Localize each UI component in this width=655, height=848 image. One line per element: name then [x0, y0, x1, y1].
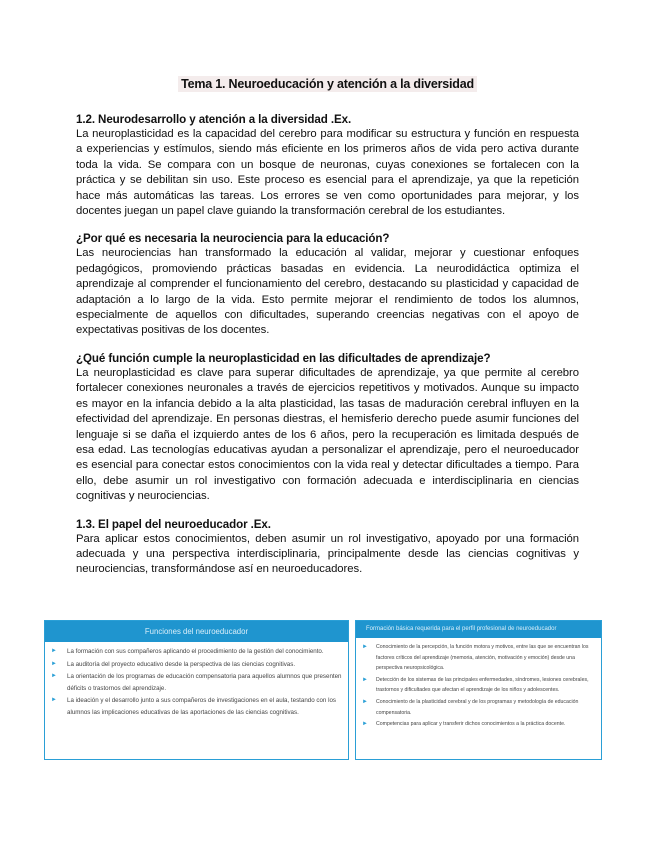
- section-heading: 1.2. Neurodesarrollo y atención a la diversidad .Ex.: [76, 113, 352, 126]
- section-neuroplasticidad-dificultades: [76, 351, 579, 505]
- functions-box: [44, 620, 349, 760]
- bullet-arrow-icon: ►: [51, 673, 57, 680]
- list-item-text: La orientación de los programas de educación compensatoria para aquellos alumnos que presenten déficits o trastornos del aprendizaje.: [67, 673, 342, 692]
- list-item-text: La formación con sus compañeros aplicando el procedimiento de la gestión del conocimiento.: [67, 648, 324, 655]
- list-item: [362, 675, 595, 696]
- section-body: Las neurociencias han transformado la educación al validar, mejorar y cuestionar enfoques pedagógicos, promoviendo prácticas basadas en evidencia. La neurodidáctica optimiza el aprendizaje al comprender el funcionamiento del cerebro, destacando su plasticidad y capacidad de adaptación a lo largo de la vida. Esto permite mejorar el rendimiento de todos los alumnos, especialmente de aquellos con dificultades, superando creencias negativas con el apoyo de expectativas positivas de los docentes.: [76, 247, 579, 337]
- bullet-arrow-icon: ►: [51, 660, 57, 667]
- document-page: [76, 75, 579, 578]
- list-item-text: La auditoría del proyecto educativo desde la perspectiva de las ciencias cognitivas.: [67, 660, 296, 668]
- list-item: [362, 719, 595, 730]
- document-title: Tema 1. Neuroeducación y atención a la diversidad: [178, 76, 477, 92]
- list-item-text: Conocimiento de la percepción, la función motora y motivos, entre las que se encuentran los factores críticos del aprendizaje (memoria, atención, motivación y emoción) desde una perspectiva neuropsicológica.: [376, 644, 589, 672]
- section-body: La neuroplasticidad es clave para superar dificultades de aprendizaje, ya que permite al cerebro fortalecer conexiones neuronales a través de ejercicios repetitivos y motivados. Aunque su impacto es mayor en la infancia debido a la alta plasticidad, las tasas de maduración cerebral influyen en la efectividad del aprendizaje. En personas diestras, el hemisferio derecho puede asumir funciones del lenguaje si se daña el izquierdo antes de los 6 años, pero la recuperación es limitada después de esa edad. Las tecnologías educativas ayudan a personalizar el aprendizaje, pero el neuroeducador es esencial para conectar estos conocimientos con la vida real y detectar dificultades a tiempo. Para ello, debe asumir un rol investigativo con formación adecuada e interdisciplinaria en ciencias cognitivas y neurociencias.: [76, 366, 579, 503]
- list-item-text: Conocimiento de la plasticidad cerebral y de los programas y metodología de educación compensatoria.: [376, 698, 579, 716]
- bullet-arrow-icon: ►: [362, 676, 368, 683]
- section-heading: 1.3. El papel del neuroeducador .Ex.: [76, 517, 271, 531]
- info-boxes: [44, 620, 601, 758]
- list-item: [51, 646, 342, 658]
- list-item: [51, 695, 342, 718]
- training-box: [355, 620, 602, 760]
- list-item-text: Competencias para aplicar y transferir dichos conocimientos a la práctica docente.: [376, 721, 566, 728]
- title-wrapper: [76, 75, 579, 93]
- bullet-arrow-icon: ►: [362, 698, 368, 705]
- training-list: [356, 638, 601, 730]
- section-body: Para aplicar estos conocimientos, deben asumir un rol investigativo, apoyado por una formación adecuada y una perspectiva interdisciplinaria, principalmente desde las ciencias cognitivas y neurociencias, transformándose así en neuroeducadores.: [76, 532, 579, 576]
- section-papel-neuroeducador: [76, 517, 579, 578]
- functions-list: [45, 642, 348, 719]
- bullet-arrow-icon: ►: [362, 721, 368, 728]
- section-neurodesarrollo: [76, 112, 579, 219]
- section-heading: ¿Por qué es necesaria la neurociencia para la educación?: [76, 232, 390, 246]
- list-item-text: La ideación y el desarrollo junto a sus compañeros de investigaciones en el aula, testando con los alumnos las implicaciones educativas de las aportaciones de las ciencias cognitivas.: [67, 697, 336, 716]
- list-item-text: Detección de los sistemas de las principales enfermedades, síndromes, lesiones cerebrales, trastornos y dificultades que afectan el aprendizaje de los niños y adolescentes.: [376, 676, 589, 694]
- list-item: [51, 659, 342, 671]
- section-body: La neuroplasticidad es la capacidad del cerebro para modificar su estructura y función en respuesta a experiencias y estímulos, siendo más eficiente en los primeros años de vida pero activa durante toda la vida. Se compara con un bosque de neuronas, cuyas conexiones se fortalecen con la práctica y se debilitan sin uso. Este proceso es esencial para el aprendizaje, ya que la repetición hace más automáticas las tareas. Los errores se ven como oportunidades para mejorar, y los docentes juegan un papel clave guiando la transformación cerebral de los estudiantes.: [76, 128, 579, 218]
- functions-box-title: Funciones del neuroeducador: [45, 621, 348, 642]
- bullet-arrow-icon: ►: [51, 648, 57, 654]
- bullet-arrow-icon: ►: [51, 697, 57, 704]
- training-box-title: Formación básica requerida para el perfil profesional de neuroeducador: [356, 621, 601, 638]
- list-item: [362, 697, 595, 718]
- list-item: [362, 642, 595, 674]
- section-neurociencia-educacion: [76, 231, 579, 338]
- section-heading: ¿Qué función cumple la neuroplasticidad en las dificultades de aprendizaje?: [76, 351, 491, 365]
- list-item: [51, 671, 342, 694]
- bullet-arrow-icon: ►: [362, 644, 368, 650]
